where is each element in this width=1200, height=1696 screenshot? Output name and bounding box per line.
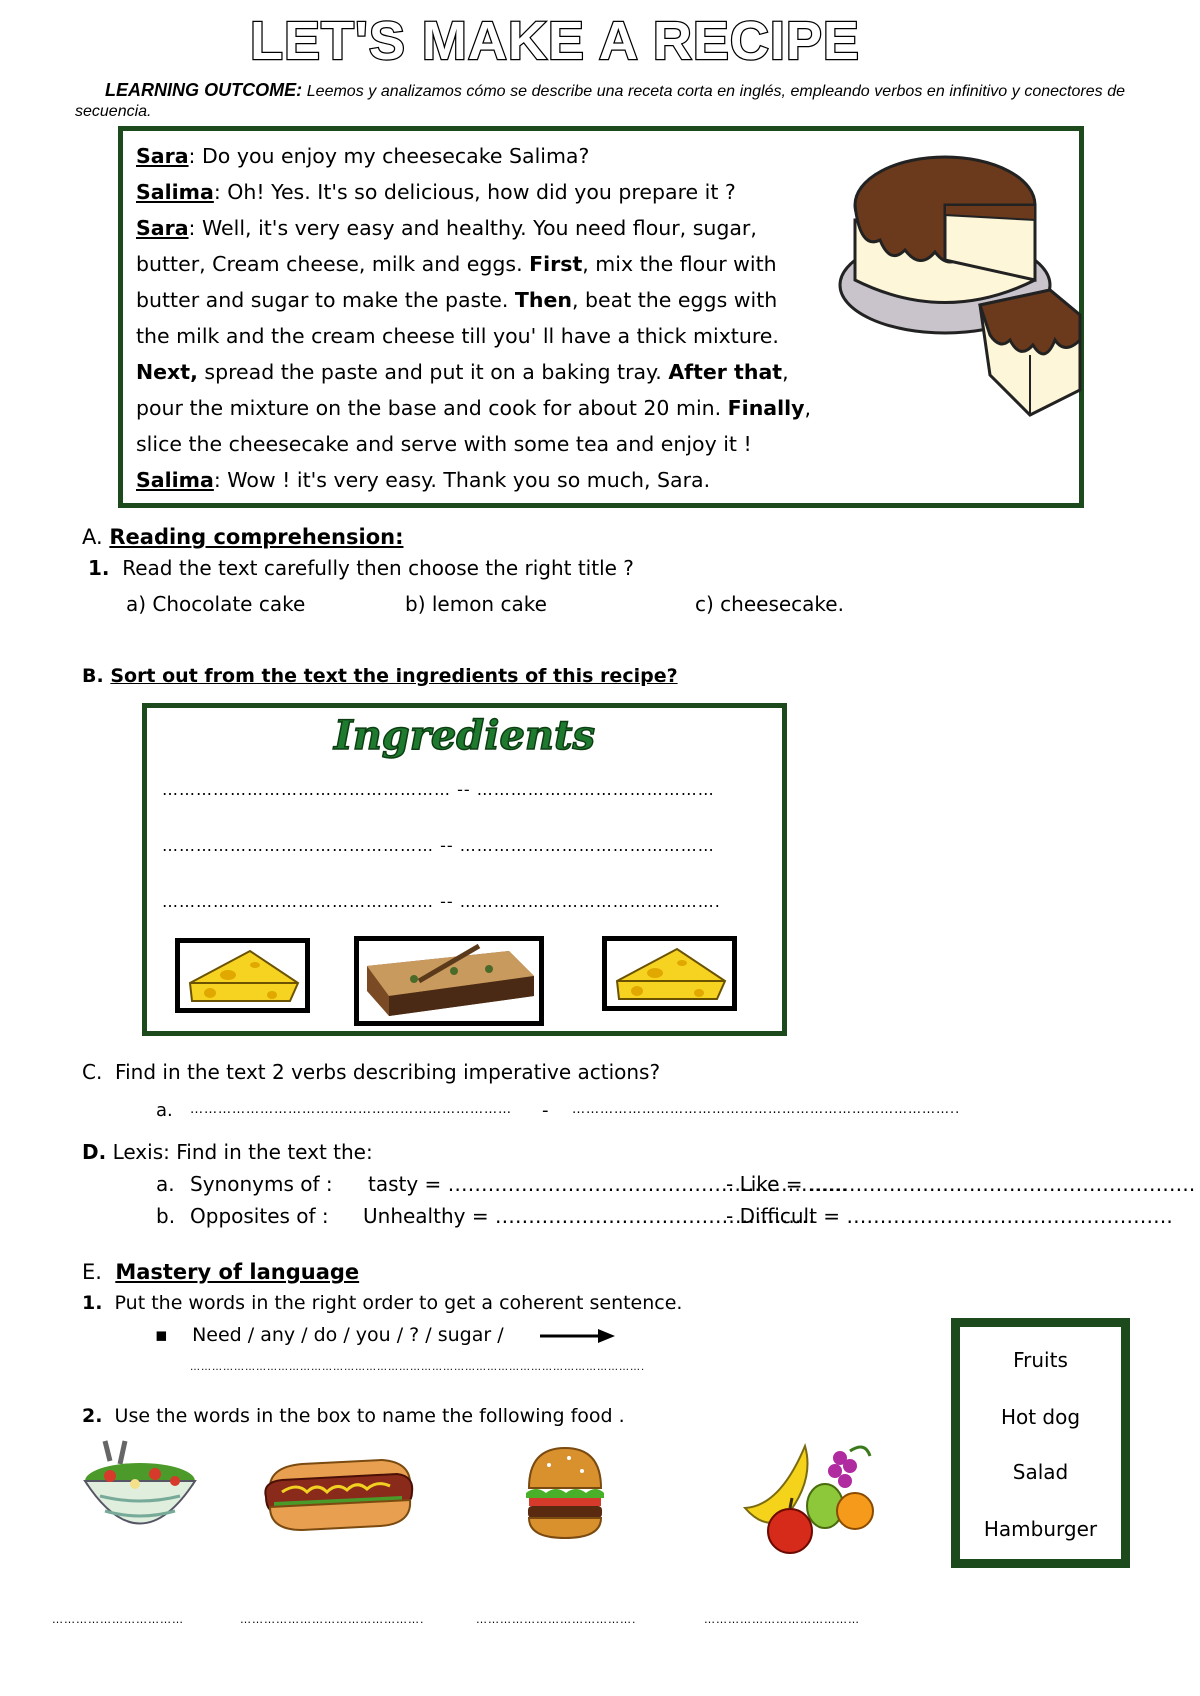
bullet-icon: ▪ bbox=[155, 1324, 168, 1346]
dialogue-line: , bbox=[804, 396, 812, 420]
speaker-salima: Salima bbox=[136, 468, 214, 492]
word-hot-dog: Hot dog bbox=[1000, 1405, 1081, 1429]
dialogue-line: : Well, it's very easy and healthy. You need flour, sugar, bbox=[188, 216, 757, 240]
hot-dog-picture bbox=[262, 1452, 414, 1534]
word-hamburger: Hamburger bbox=[983, 1517, 1098, 1541]
arrow-right-icon bbox=[538, 1326, 618, 1346]
section-letter: C. bbox=[82, 1060, 103, 1084]
connector-after-that: After that bbox=[668, 360, 783, 384]
section-title: Sort out from the text the ingredients of this recipe? bbox=[110, 665, 678, 687]
unhealthy-answer[interactable]: Unhealthy = ………………………………………… bbox=[363, 1204, 815, 1228]
section-title: Mastery of language bbox=[115, 1260, 360, 1284]
question-a1 bbox=[88, 556, 634, 580]
section-d-a-label: a. bbox=[156, 1172, 175, 1196]
section-c-heading bbox=[82, 1060, 660, 1084]
dialogue-line: pour the mixture on the base and cook for about 20 min. bbox=[136, 396, 728, 420]
answer-line[interactable]: ……………………………………………………………………….. bbox=[572, 1102, 961, 1117]
connector-next: Next, bbox=[136, 360, 198, 384]
option-a[interactable]: a) Chocolate cake bbox=[126, 592, 306, 616]
option-b[interactable]: b) lemon cake bbox=[405, 592, 547, 616]
synonyms-label: Synonyms of : bbox=[190, 1172, 333, 1196]
section-title: Find in the text 2 verbs describing imperative actions? bbox=[115, 1060, 661, 1084]
page-title: LET'S MAKE A RECIPE bbox=[250, 11, 860, 71]
tasty-answer[interactable]: tasty = …………………………………………………… bbox=[368, 1172, 848, 1196]
separator: - bbox=[542, 1100, 549, 1121]
like-answer[interactable]: - Like = …………………………………………………. bbox=[726, 1172, 1196, 1196]
section-d-b-label: b. bbox=[156, 1204, 176, 1228]
question-number: 1. bbox=[82, 1292, 103, 1314]
section-c-item-a: a. bbox=[156, 1100, 173, 1121]
learning-outcome-text: Leemos y analizamos cómo se describe una receta corta en inglés, empleando verbos en infinitivo y conectores de secuencia. bbox=[75, 83, 1125, 120]
question-number: 1. bbox=[88, 556, 110, 580]
bullet-row bbox=[155, 1324, 504, 1346]
dialogue-line: , beat the eggs with bbox=[572, 288, 778, 312]
dialogue-line: slice the cheesecake and serve with some tea and enjoy it ! bbox=[136, 432, 752, 456]
speaker-salima: Salima bbox=[136, 180, 214, 204]
ingredient-line[interactable]: ………………………………………… -- ………………………………………. bbox=[162, 892, 721, 911]
question-e2 bbox=[82, 1405, 625, 1427]
cheesecake-illustration bbox=[835, 140, 1085, 430]
hamburger-picture bbox=[524, 1443, 606, 1543]
dialogue-line: : Do you enjoy my cheesecake Salima? bbox=[188, 144, 590, 168]
lexis-label: Lexis: bbox=[112, 1140, 170, 1164]
dialogue-line: , bbox=[782, 360, 789, 384]
difficult-answer[interactable]: - Difficult = …………………………………………. bbox=[726, 1204, 1173, 1228]
section-b-heading bbox=[82, 665, 678, 687]
question-e1 bbox=[82, 1292, 682, 1314]
question-text: Put the words in the right order to get a coherent sentence. bbox=[114, 1292, 683, 1314]
section-letter: A. bbox=[82, 525, 103, 549]
dialogue-line: butter, Cream cheese, milk and eggs. bbox=[136, 252, 530, 276]
dialogue-line: , mix the flour with bbox=[582, 252, 777, 276]
connector-then: Then bbox=[514, 288, 572, 312]
option-c[interactable]: c) cheesecake. bbox=[695, 592, 844, 616]
connector-finally: Finally bbox=[727, 396, 805, 420]
cake-slice-picture bbox=[354, 936, 544, 1026]
connector-first: First bbox=[529, 252, 583, 276]
food-answer-line[interactable]: ………………………………… bbox=[704, 1613, 860, 1626]
word-salad: Salad bbox=[1012, 1460, 1069, 1484]
dialogue-line: spread the paste and put it on a baking tray. bbox=[197, 360, 669, 384]
chocolate-bar-icon bbox=[359, 941, 539, 1021]
section-letter: D. bbox=[82, 1140, 107, 1164]
ingredient-line[interactable]: …………………………………………… -- …………………………………… bbox=[162, 780, 715, 799]
dialogue-text bbox=[136, 138, 836, 498]
food-answer-line[interactable]: …………………………… bbox=[52, 1613, 184, 1626]
cheese-picture bbox=[175, 938, 310, 1013]
cheese-icon bbox=[607, 941, 732, 1006]
question-text: Use the words in the box to name the following food . bbox=[114, 1405, 625, 1427]
sentence-answer-line[interactable]: ……………………………………………………………………………………………………………. bbox=[190, 1362, 646, 1373]
cheese-icon bbox=[180, 943, 305, 1008]
speaker-sara: Sara bbox=[136, 216, 189, 240]
dialogue-line: : Wow ! it's very easy. Thank you so much, Sara. bbox=[213, 468, 711, 492]
question-number: 2. bbox=[82, 1405, 103, 1427]
section-a-heading bbox=[82, 525, 403, 549]
question-text: Read the text carefully then choose the right title ? bbox=[122, 556, 634, 580]
word-fruits: Fruits bbox=[1013, 1348, 1068, 1372]
section-letter: E. bbox=[82, 1260, 102, 1284]
dialogue-line: : Oh! Yes. It's so delicious, how did you prepare it ? bbox=[213, 180, 736, 204]
food-answer-line[interactable]: …………………………………. bbox=[476, 1613, 637, 1626]
section-d-heading bbox=[82, 1140, 373, 1164]
cheese-picture bbox=[602, 936, 737, 1011]
answer-line[interactable]: …………………………………………………………… bbox=[190, 1102, 512, 1117]
learning-outcome-label: LEARNING OUTCOME: bbox=[105, 80, 303, 100]
section-e-heading bbox=[82, 1260, 359, 1284]
word-box bbox=[951, 1318, 1130, 1568]
dialogue-line: butter and sugar to make the paste. bbox=[136, 288, 515, 312]
section-title: Reading comprehension: bbox=[109, 525, 404, 549]
dialogue-line: the milk and the cream cheese till you' ll have a thick mixture. bbox=[136, 324, 779, 348]
fruits-picture bbox=[740, 1436, 880, 1556]
speaker-sara: Sara bbox=[136, 144, 189, 168]
scrambled-words: Need / any / do / you / ? / sugar / bbox=[192, 1324, 504, 1346]
ingredients-title: Ingredients bbox=[334, 712, 595, 759]
section-letter: B. bbox=[82, 665, 104, 687]
salad-picture bbox=[80, 1436, 200, 1551]
opposites-label: Opposites of : bbox=[190, 1204, 329, 1228]
section-title: Find in the text the: bbox=[169, 1140, 373, 1164]
food-answer-line[interactable]: ………………………………………. bbox=[240, 1613, 425, 1626]
ingredient-line[interactable]: ………………………………………… -- ……………………………………… bbox=[162, 836, 715, 855]
learning-outcome bbox=[75, 80, 1125, 122]
